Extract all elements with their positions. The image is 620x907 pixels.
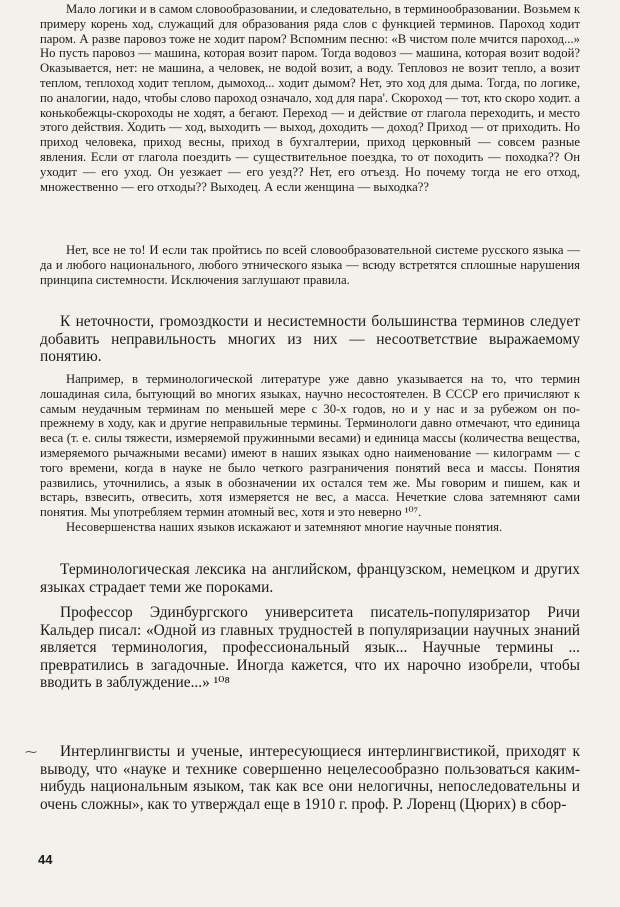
- paragraph-text: К неточности, громоздкости и несистемности большинства терминов следует добавить неправильность многих из них — несоответствие выражаемому понятию.: [40, 313, 580, 366]
- paragraph-text: Нет, все не то! И если так пройтись по всей словообразовательной системе русского языка — да и любого национального, любого этнического языка — всюду встретятся сплошные нарушения принципа системности. Исключения заглушают правила.: [40, 243, 580, 287]
- paragraph-text: Терминологическая лексика на английском, французском, немецком и других языках страдает теми же пороками.: [40, 561, 580, 596]
- paragraph-text: Интерлингвисты и ученые, интересующиеся интерлингвистикой, приходят к выводу, что «науке и технике совершенно нецелесообразно пользоваться каким-нибудь национальным языком, так как все они нелогичны, непоследовательны и очень сложны», как то утверждал еще в 1910 г. проф. Р. Лоренц (Цюрих) в сбор-: [40, 743, 580, 813]
- paragraph-text: Мало логики и в самом словообразовании, и следовательно, в терминообразовании. Возьмем к примеру корень ход, служащий для образования ряда слов с функцией терминов. Пароход ходит паром. А разве паровоз тоже не ходит паром? Вспомним песню: «В чистом поле мчится пароход...» Но пусть паровоз — машина, которая возит паром. Тогда водовоз — машина, которая возит водой? Оказывается, нет: не машина, а человек, не водой возит, а воду. Тепловоз не возит тепло, а возит теплом, теплоход ходит теплом, дымоход... ходит дымом? Нет, это ход для дыма. Тогда, по логике, по аналогии, надо, чтобы слово пароход означало, ход для пара'. Скороход — тот, кто скоро ходит. а конькобежцы-скороходы не ходят, а бегают. Переход — и действие от глагола переходить, и место этого действия. Ходить — ход, выходить — выход, доходить — доход? Приход — от приходить. Но приход человека, приход весны, приход в бухгалтерии, приход церковный — совсем разные явления. Если от глагола поездить — существительное поездка, то от походить — походка?? Он уходит — его уход. Он уезжает — его уезд?? Нет, его отъезд. Но почему тогда не его отход, множественно — его отходы?? Выходец. А если женщина — выходка??: [40, 2, 580, 194]
- page-number: 44: [38, 852, 53, 867]
- paragraph-calder-quote: [40, 604, 580, 692]
- paragraph-text: Несовершенства наших языков искажают и затемняют многие научные понятия.: [66, 519, 503, 534]
- margin-pencil-mark: ⁓: [25, 745, 37, 759]
- paragraph-interlinguists: [40, 743, 580, 813]
- paragraph-word-formation: [40, 2, 580, 194]
- paragraph-horsepower-example: [40, 372, 580, 535]
- paragraph-other-languages: [40, 561, 580, 596]
- paragraph-text: Например, в терминологической литературе уже давно указывается на то, что термин лошадиная сила, бытующий во многих языках, научно несостоятелен. В СССР его причисляют к самым неудачным терминам по меньшей мере с 30-х годов, но и у нас и за рубежом он по-прежнему в ходу, как и другие неправильные термины. Терминологи давно отмечают, что единица веса (т. е. силы тяжести, измеряемой пружинными весами) и единица массы (количества вещества, измеряемого рычажными весами) имеют в наших языках одно наименование — килограмм — с того времени, когда в науке не было четкого разграничения понятий веса и массы. Понятия развились, уточнились, а язык в обозначении их остался тем же. Мы говорим и пишем, как и встарь, взвесить, отвесить, хотя измеряется не вес, а масса. Нечеткие слова затемняют сами понятия. Мы употребляем термин атомный вес, хотя и это неверно ¹⁰⁷.: [40, 372, 580, 520]
- paragraph-text: Профессор Эдинбургского университета писатель-популяризатор Ричи Кальдер писал: «Одной из главных трудностей в популяризации научных знаний является терминология, профессиональный язык... Научные термины ... превратились в загадочные. Иногда кажется, что их нарочно изобрели, чтобы вводить в заблуждение...» ¹⁰⁸: [40, 604, 580, 692]
- paragraph-incorrect-terms: [40, 313, 580, 366]
- paragraph-system-violations: [40, 243, 580, 287]
